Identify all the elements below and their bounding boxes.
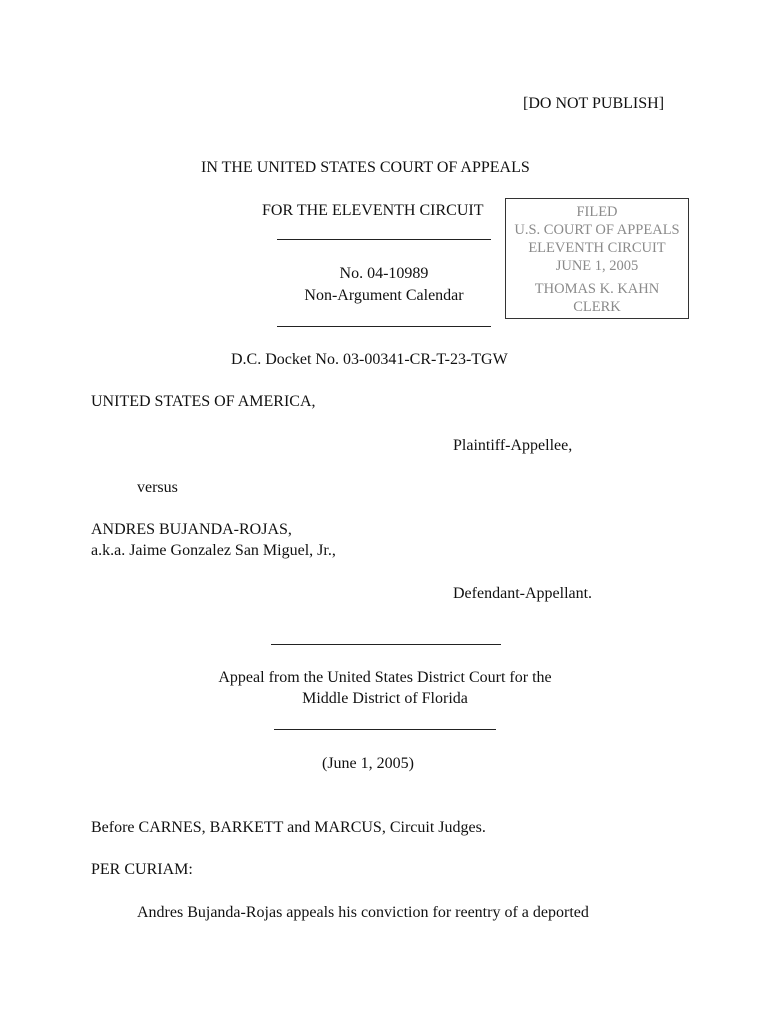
stamp-line: JUNE 1, 2005 bbox=[555, 258, 639, 274]
decision-date: (June 1, 2005) bbox=[322, 755, 414, 772]
plaintiff-role: Plaintiff-Appellee, bbox=[453, 437, 573, 454]
defendant-role: Defendant-Appellant. bbox=[453, 585, 593, 602]
stamp-line: FILED bbox=[576, 204, 618, 220]
calendar-type: Non-Argument Calendar bbox=[304, 287, 464, 304]
separator-rule bbox=[274, 729, 496, 730]
opinion-text: Andres Bujanda-Rojas appeals his conviction for reentry of a deported bbox=[137, 904, 589, 921]
stamp-line: ELEVENTH CIRCUIT bbox=[528, 240, 666, 256]
panel-judges: Before CARNES, BARKETT and MARCUS, Circuit Judges. bbox=[91, 819, 486, 836]
stamp-line: U.S. COURT OF APPEALS bbox=[514, 222, 680, 238]
per-curiam-heading: PER CURIAM: bbox=[91, 861, 193, 878]
filed-stamp bbox=[505, 198, 689, 319]
docket-number: D.C. Docket No. 03-00341-CR-T-23-TGW bbox=[231, 351, 508, 368]
separator-rule bbox=[277, 326, 491, 327]
appeal-district: Middle District of Florida bbox=[302, 690, 468, 707]
defendant-aka: a.k.a. Jaime Gonzalez San Miguel, Jr., bbox=[91, 542, 336, 559]
court-name: IN THE UNITED STATES COURT OF APPEALS bbox=[201, 159, 530, 176]
appeal-origin: Appeal from the United States District Court for the bbox=[218, 669, 552, 686]
stamp-line: CLERK bbox=[573, 299, 621, 315]
defendant-name: ANDRES BUJANDA-ROJAS, bbox=[91, 521, 292, 538]
separator-rule bbox=[277, 239, 491, 240]
publish-note: [DO NOT PUBLISH] bbox=[523, 95, 665, 112]
separator-rule bbox=[271, 644, 501, 645]
case-number: No. 04-10989 bbox=[339, 265, 429, 282]
circuit-name: FOR THE ELEVENTH CIRCUIT bbox=[262, 202, 484, 219]
stamp-line: THOMAS K. KAHN bbox=[534, 281, 660, 297]
versus-label: versus bbox=[137, 479, 178, 496]
plaintiff-name: UNITED STATES OF AMERICA, bbox=[91, 393, 316, 410]
